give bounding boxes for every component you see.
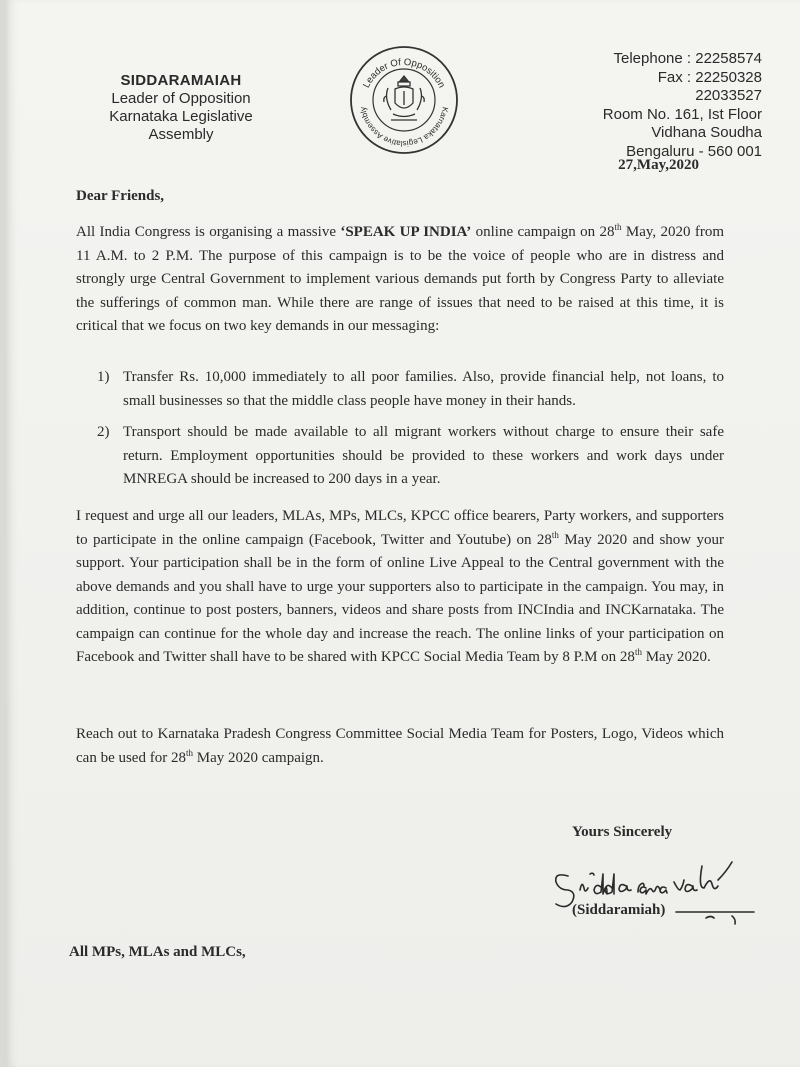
fax-number-2: 22033527: [695, 87, 762, 104]
sender-name: SIDDARAMAIAH: [120, 72, 242, 89]
list-item: [76, 366, 724, 413]
list-item-text: Transport should be made available to all migrant workers without charge to ensure their safe return. Employment opportunities should be provided to these workers and work days under MNREGA should be increased to 200 days in a year.: [123, 424, 724, 487]
assembly-seal-emblem: [348, 44, 460, 156]
campaign-name: ‘SPEAK UP INDIA’: [340, 224, 472, 240]
closing-phrase: Yours Sincerely: [572, 824, 673, 840]
signatory-name: (Siddaramiah): [572, 902, 666, 918]
telephone-number: 22258574: [695, 50, 762, 67]
fax-label: Fax :: [657, 68, 692, 86]
list-item-number: 1): [97, 369, 110, 385]
seal-top-text: Leader Of Opposition: [361, 56, 447, 90]
list-item: [76, 421, 724, 492]
paragraph-social-media-team: Reach out to Karnataka Pradesh Congress Committee Social Media Team for Posters, Logo, Videos which can be used for 28th May 2020 campaign.: [76, 726, 724, 766]
recipients-line: All MPs, MLAs and MLCs,: [69, 944, 246, 960]
letter-page: [6, 0, 800, 1067]
demands-list: [76, 366, 724, 500]
address-room: Room No. 161, Ist Floor: [602, 105, 762, 123]
address-city: Bengaluru - 560 001: [626, 142, 762, 160]
emblem-crest-icon: [384, 76, 425, 120]
list-item-text: Transfer Rs. 10,000 immediately to all poor families. Also, provide financial help, not loans, to small businesses so that the middle class people have money in their hands.: [123, 369, 724, 409]
letter-date: 27,May,2020: [618, 157, 699, 173]
paragraph-participation-request: I request and urge all our leaders, MLAs, MPs, MLCs, KPCC office bearers, Party workers, and supporters to participate in the online campaign (Facebook, Twitter and Youtube) on 28th May 2020 and show your support. Your participation shall be in the form of online Live Appeal to the Central government with the above demands and you shall have to urge your supporters also to participate in the campaign. You may, in addition, continue to post posters, banners, videos and share posts from INCIndia and INCKarnataka. The campaign can continue for the whole day and increase the reach. The online links of your participation on Facebook and Twitter shall have to be shared with KPCC Social Media Team by 8 P.M on 28th May 2020.: [76, 508, 724, 665]
seal-bottom-text: Karnataka Legislative Assembly: [358, 106, 450, 149]
letterhead-contact: [566, 50, 762, 161]
fax-number: 22250328: [695, 68, 762, 86]
paragraph-campaign-intro: All India Congress is organising a massive ‘SPEAK UP INDIA’ online campaign on 28th May, 2020 from 11 A.M. to 2 P.M. The purpose of this campaign is to be the voice of people who are in distress and strongly urge Central Government to implement various demands put forth by Congress Party to alleviate the sufferings of common man. While there are range of issues that need to be raised at this time, it is critical that we focus on two key demands in our messaging:: [76, 222, 724, 334]
telephone-label: Telephone :: [613, 50, 692, 67]
sender-title: Leader of Opposition: [111, 90, 251, 107]
sender-organization: Karnataka Legislative Assembly: [109, 108, 253, 143]
list-item-number: 2): [97, 424, 110, 440]
address-building: Vidhana Soudha: [651, 124, 762, 141]
salutation: Dear Friends,: [76, 188, 165, 204]
letterhead-sender: [76, 72, 286, 144]
